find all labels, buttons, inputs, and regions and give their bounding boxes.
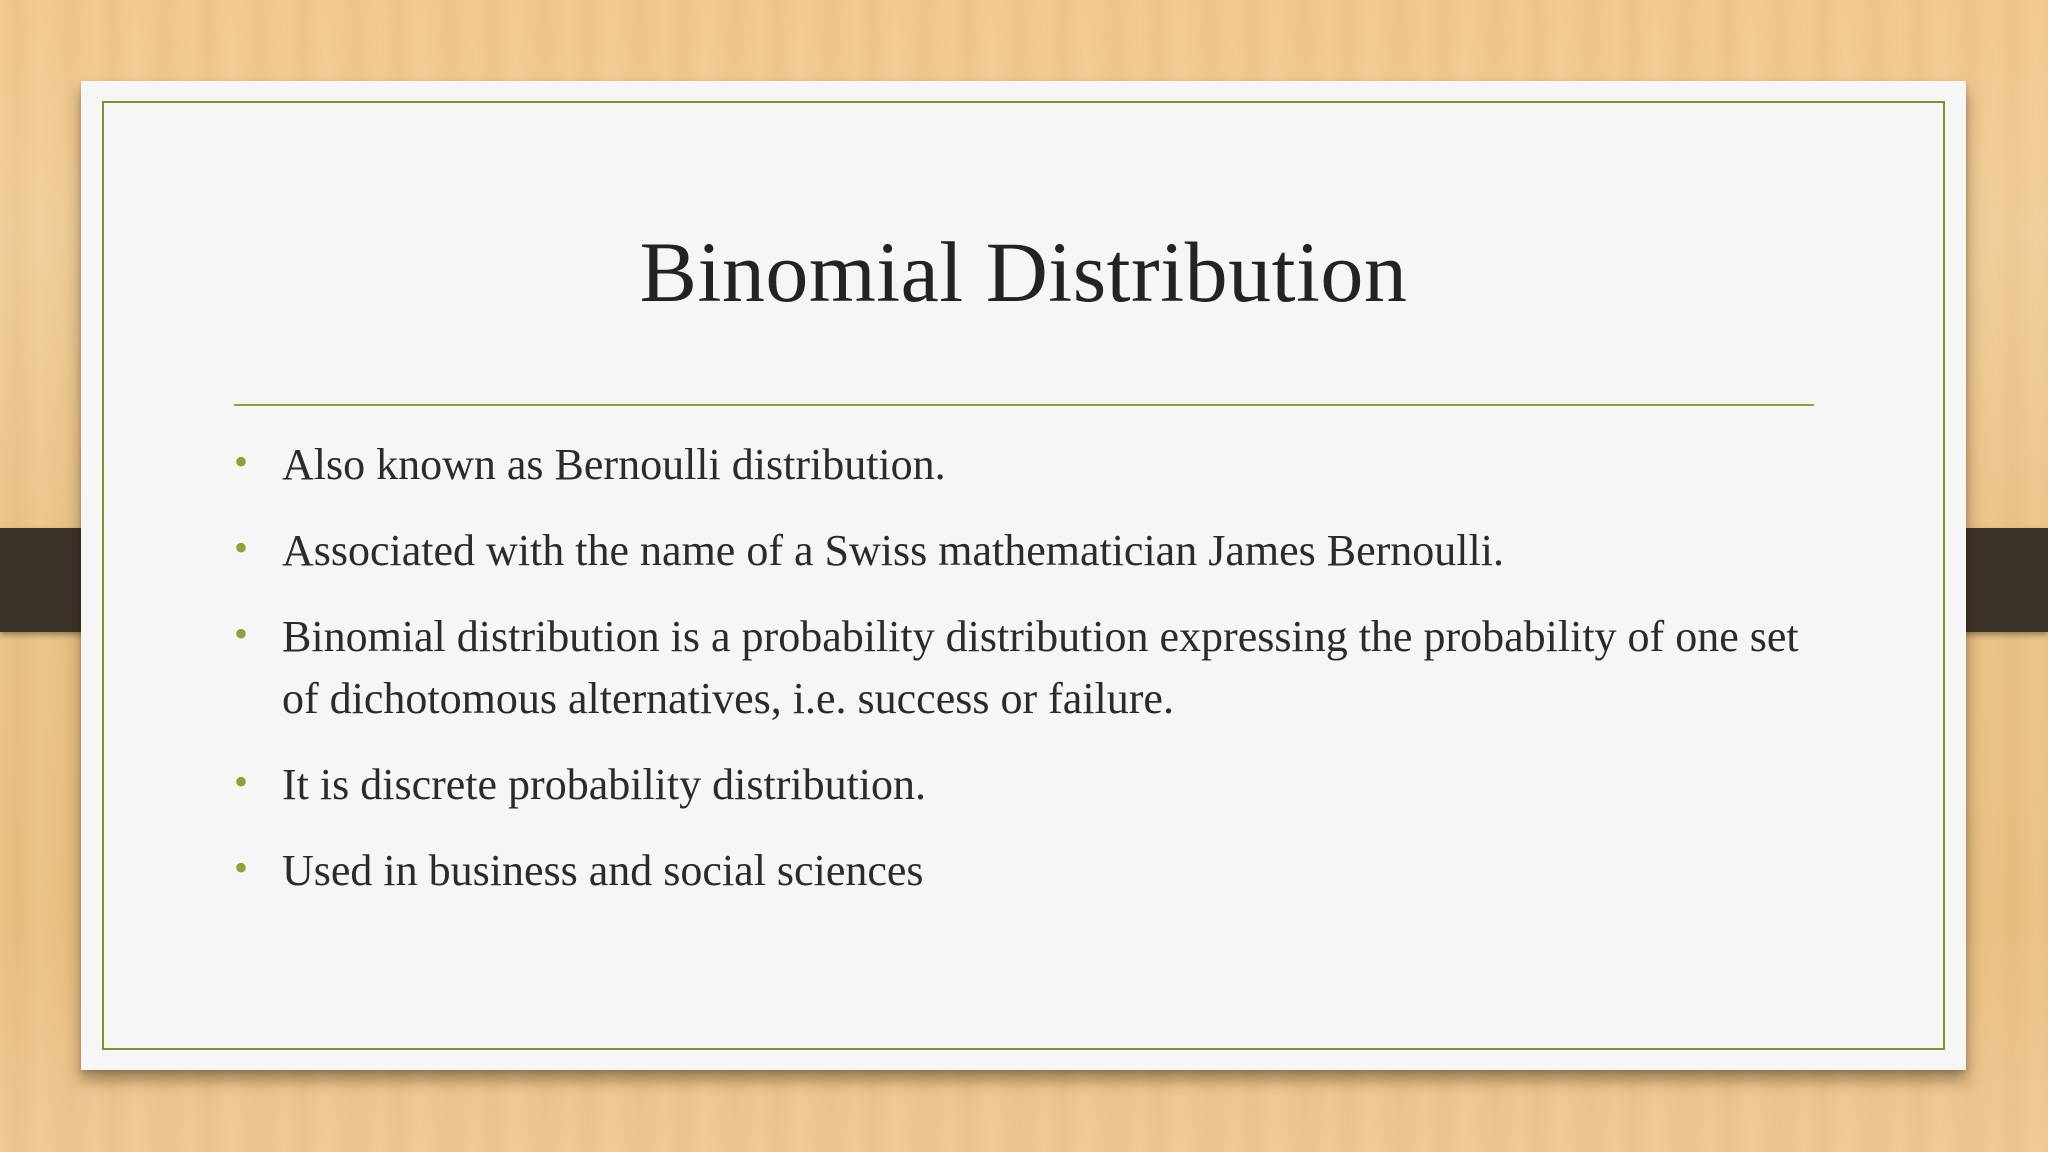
bullet-text: Used in business and social sciences xyxy=(282,846,924,895)
bullet-item xyxy=(234,520,1834,582)
bullet-text: Also known as Bernoulli distribution. xyxy=(282,440,946,489)
bullet-item xyxy=(234,606,1834,730)
bullet-dot-icon: • xyxy=(234,845,249,890)
bullet-dot-icon: • xyxy=(234,439,249,484)
bullet-dot-icon: • xyxy=(234,525,249,570)
bullet-dot-icon: • xyxy=(234,611,249,656)
bullet-text: It is discrete probability distribution. xyxy=(282,760,927,809)
bullet-item xyxy=(234,434,1834,496)
bullet-dot-icon: • xyxy=(234,759,249,804)
bullet-text: Binomial distribution is a probability distribution expressing the probability of one set of dichotomous alternatives, i.e. success or failure. xyxy=(282,612,1799,723)
title-divider xyxy=(234,404,1814,406)
slide-card xyxy=(81,81,1966,1070)
bullet-item xyxy=(234,840,1834,902)
bullet-text: Associated with the name of a Swiss mathematician James Bernoulli. xyxy=(282,526,1504,575)
bullet-list xyxy=(234,434,1834,926)
slide-title: Binomial Distribution xyxy=(639,224,1408,320)
bullet-item xyxy=(234,754,1834,816)
